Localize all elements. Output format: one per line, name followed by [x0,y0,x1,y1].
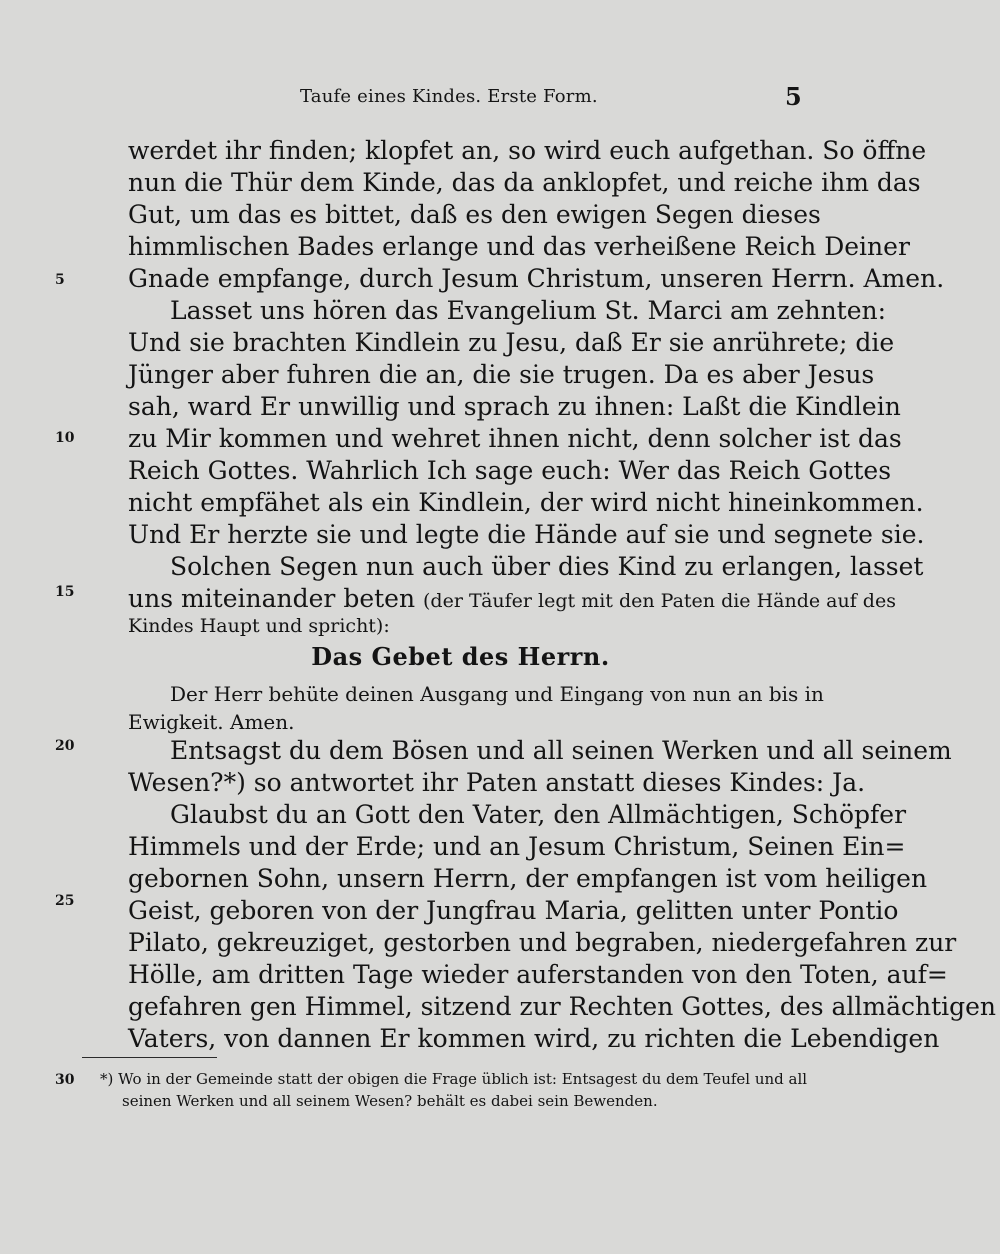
text-line: Und sie brachten Kindlein zu Jesu, daß Er sie anrührete; die [128,328,895,357]
page-number: 5 [785,82,802,111]
text-line: Vaters, von dannen Er kommen wird, zu richten die Lebendigen [128,1024,940,1053]
text-line: nun die Thür dem Kinde, das da anklopfet, und reiche ihm das [128,168,921,197]
margin-line-number: 30 [55,1072,75,1088]
text-line: Himmels und der Erde; und an Jesum Christum, Seinen Ein= [128,832,906,861]
text-line: himmlischen Bades erlange und das verheißene Reich Deiner [128,232,910,261]
text-line: Lasset uns hören das Evangelium St. Marci am zehnten: [170,296,887,325]
text-line: Wesen?*) so antwortet ihr Paten anstatt dieses Kindes: Ja. [128,768,866,797]
text-line: werdet ihr finden; klopfet an, so wird euch aufgethan. So öffne [128,136,927,165]
text-line: Und Er herzte sie und legte die Hände auf sie und segnete sie. [128,520,925,549]
text-line: Gnade empfange, durch Jesum Christum, unseren Herrn. Amen. [128,264,945,293]
margin-line-number: 15 [55,584,75,600]
text-line: zu Mir kommen und wehret ihnen nicht, denn solcher ist das [128,424,902,453]
text-line: Pilato, gekreuziget, gestorben und begraben, niedergefahren zur [128,928,957,957]
footnote-line: *) Wo in der Gemeinde statt der obigen die Frage üblich ist: Entsagest du dem Teufel und all [100,1070,808,1088]
margin-line-number: 20 [55,738,75,754]
text-line: gefahren gen Himmel, sitzend zur Rechten Gottes, des allmächtigen [128,992,997,1021]
prayer-heading: Das Gebet des Herrn. [311,642,610,671]
rubric-instruction: Kindes Haupt und spricht): [128,615,390,637]
text-line: Glaubst du an Gott den Vater, den Allmächtigen, Schöpfer [170,800,907,829]
text-line: Entsagst du dem Bösen und all seinen Werken und all seinem [170,736,952,765]
margin-line-number: 10 [55,430,75,446]
text-line: nicht empfähet als ein Kindlein, der wird nicht hineinkommen. [128,488,924,517]
running-title: Taufe eines Kindes. Erste Form. [300,86,598,107]
margin-line-number: 25 [55,893,75,909]
text-segment: uns miteinander beten [128,584,416,613]
blessing-line: Der Herr behüte deinen Ausgang und Eingang von nun an bis in [170,682,824,706]
text-line: Gut, um das es bittet, daß es den ewigen Segen dieses [128,200,821,229]
rubric-instruction: (der Täufer legt mit den Paten die Hände auf des [423,590,896,612]
footnote-rule [82,1057,217,1058]
text-line: Reich Gottes. Wahrlich Ich sage euch: Wer das Reich Gottes [128,456,892,485]
text-line: Solchen Segen nun auch über dies Kind zu erlangen, lasset [170,552,924,581]
footnote-line: seinen Werken und all seinem Wesen? behält es dabei sein Bewenden. [122,1092,658,1110]
margin-line-number: 5 [55,272,65,288]
text-line: sah, ward Er unwillig und sprach zu ihnen: Laßt die Kindlein [128,392,901,421]
blessing-line: Ewigkeit. Amen. [128,710,295,734]
text-line: Jünger aber fuhren die an, die sie trugen. Da es aber Jesus [128,360,875,389]
text-line: Hölle, am dritten Tage wieder auferstanden von den Toten, auf= [128,960,948,989]
text-line: Geist, geboren von der Jungfrau Maria, gelitten unter Pontio [128,896,899,925]
text-line: gebornen Sohn, unsern Herrn, der empfangen ist vom heiligen [128,864,928,893]
